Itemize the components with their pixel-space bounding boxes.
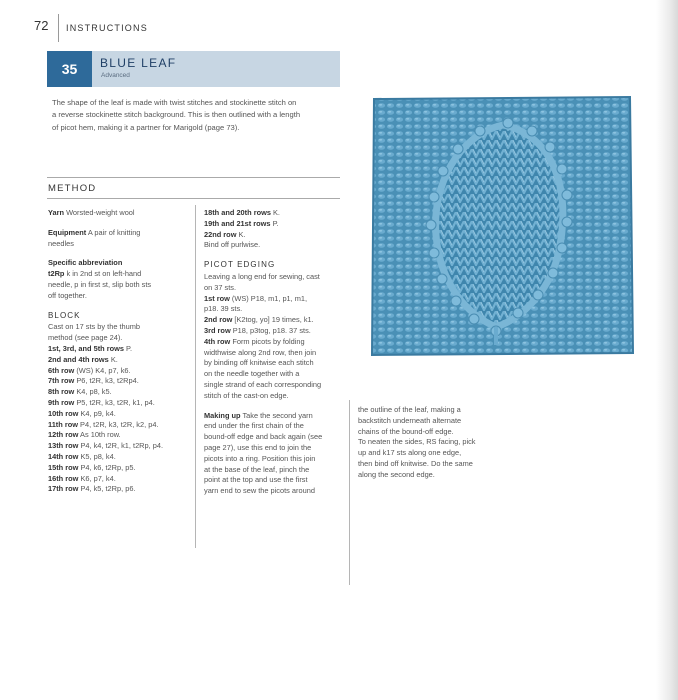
making-up-line: picots into a ring. Position this join	[204, 453, 316, 463]
picot-row-cont: stitch of the cast-on edge.	[204, 390, 289, 400]
making-up-line: Making up Take the second yarn	[204, 410, 313, 420]
yarn-value: Worsted-weight wool	[66, 208, 135, 217]
intro-paragraph	[52, 97, 352, 134]
instructions-column-1	[48, 208, 188, 495]
abbreviation-line: off together.	[48, 290, 87, 300]
row-instruction: 13th row P4, k4, t2R, k1, t2Rp, p4.	[48, 441, 164, 451]
abbreviation-line: needle, p in first st, slip both sts	[48, 279, 152, 289]
pattern-number-badge: 35	[47, 51, 92, 87]
yarn-spec	[48, 208, 188, 219]
row-instruction: 8th row K4, p8, k5.	[48, 387, 112, 397]
abbreviation-line: k in 2nd st on left-hand	[64, 269, 142, 279]
finishing-line: along the second edge.	[358, 469, 435, 479]
row-instruction: 12th row As 10th row.	[48, 430, 121, 440]
picot-row: 2nd row [K2tog, yo] 19 times, k1.	[204, 315, 314, 325]
making-up-line: end under the first chain of the	[204, 421, 304, 431]
making-up-line: yarn end to sew the picots around	[204, 486, 315, 496]
page-number: 72	[34, 18, 49, 33]
header-divider	[58, 14, 59, 42]
row-instruction: 2nd and 4th rows K.	[48, 354, 118, 364]
intro-line: The shape of the leaf is made with twist stitches and stockinette stitch on	[52, 98, 297, 107]
picot-row: 4th row Form picots by folding	[204, 336, 305, 346]
picot-row-cont: widthwise along 2nd row, then join	[204, 347, 317, 357]
picot-row: 1st row (WS) P18, m1, p1, m1,	[204, 293, 308, 303]
equipment-line: needles	[48, 238, 74, 248]
abbreviation	[48, 258, 188, 301]
block-intro-line: method (see page 24).	[48, 333, 123, 343]
row-instruction: 19th and 21st rows P.	[204, 218, 279, 228]
row-instruction: 11th row P4, t2R, k3, t2R, k2, p4.	[48, 419, 159, 429]
row-instruction: 9th row P5, t2R, k3, t2R, k1, p4.	[48, 397, 155, 407]
block-heading: BLOCK	[48, 310, 81, 320]
row-instruction: 6th row (WS) K4, p7, k6.	[48, 365, 131, 375]
equipment-label: Equipment	[48, 227, 87, 237]
row-instruction: 7th row P6, t2R, k3, t2Rp4.	[48, 376, 139, 386]
row-instruction: 16th row K6, p7, k4.	[48, 473, 116, 483]
column-divider	[349, 400, 350, 585]
row-instruction: 18th and 20th rows K.	[204, 208, 280, 217]
method-rule-top	[47, 177, 340, 178]
knitted-swatch-image	[368, 95, 638, 357]
difficulty-level: Advanced	[101, 72, 130, 79]
block-intro-line: Cast on 17 sts by the thumb	[48, 322, 141, 332]
finishing-line: To neaten the sides, RS facing, pick	[358, 437, 476, 447]
row-instruction: 22nd row K.	[204, 229, 246, 239]
picot-row-cont: p18. 39 sts.	[204, 304, 243, 314]
picot-row-cont: by binding off knitwise each stitch	[204, 358, 314, 368]
finishing-line: the outline of the leaf, making a	[358, 405, 461, 414]
column-divider	[195, 205, 196, 548]
yarn-label: Yarn	[48, 208, 65, 217]
making-up-line: at the base of the leaf, pinch the	[204, 464, 310, 474]
row-instruction: 1st, 3rd, and 5th rows P.	[48, 343, 133, 353]
row-instruction: 15th row P4, k6, t2Rp, p5.	[48, 462, 136, 472]
picot-row: 3rd row P18, p3tog, p18. 37 sts.	[204, 325, 311, 335]
row-instruction: 14th row K5, p8, k4.	[48, 451, 116, 461]
section-title: INSTRUCTIONS	[66, 23, 148, 33]
making-up-line: bound-off edge and back again (see	[204, 432, 323, 442]
method-rule-bottom	[47, 198, 340, 199]
picot-row-cont: single strand of each corresponding	[204, 379, 322, 389]
making-up-line: page 27), use this end to join the	[204, 442, 312, 452]
finishing-line: backstitch underneath alternate	[358, 415, 462, 425]
page-gutter-shadow	[656, 0, 678, 700]
equipment-line: A pair of knitting	[86, 227, 141, 237]
intro-line: a reverse stockinette stitch background. This is then outlined with a length	[52, 110, 301, 120]
row-instruction: 17th row P4, k5, t2Rp, p6.	[48, 484, 136, 494]
picot-intro-line: on 37 sts.	[204, 282, 237, 292]
row-instruction: 10th row K4, p9, k4.	[48, 408, 116, 418]
abbreviation-term: t2Rp	[48, 269, 65, 279]
bind-off-instruction: Bind off purlwise.	[204, 240, 261, 250]
instructions-column-2	[204, 208, 342, 497]
making-up-line: point at the top and use the first	[204, 475, 308, 485]
intro-line: of picot hem, making it a partner for Marigold (page 73).	[52, 122, 240, 132]
finishing-line: then bind off knitwise. Do the same	[358, 458, 473, 468]
finishing-line: chains of the bound-off edge.	[358, 426, 454, 436]
abbreviation-heading: Specific abbreviation	[48, 258, 123, 268]
picot-intro-line: Leaving a long end for sewing, cast	[204, 271, 320, 281]
method-heading: METHOD	[48, 183, 97, 194]
picot-edging-heading: PICOT EDGING	[204, 260, 276, 270]
pattern-title: BLUE LEAF	[100, 56, 177, 70]
picot-row-cont: on the needle together with a	[204, 369, 300, 379]
instructions-column-3	[358, 405, 498, 481]
equipment-spec	[48, 228, 188, 250]
finishing-line: up and k17 sts along one edge,	[358, 448, 462, 458]
